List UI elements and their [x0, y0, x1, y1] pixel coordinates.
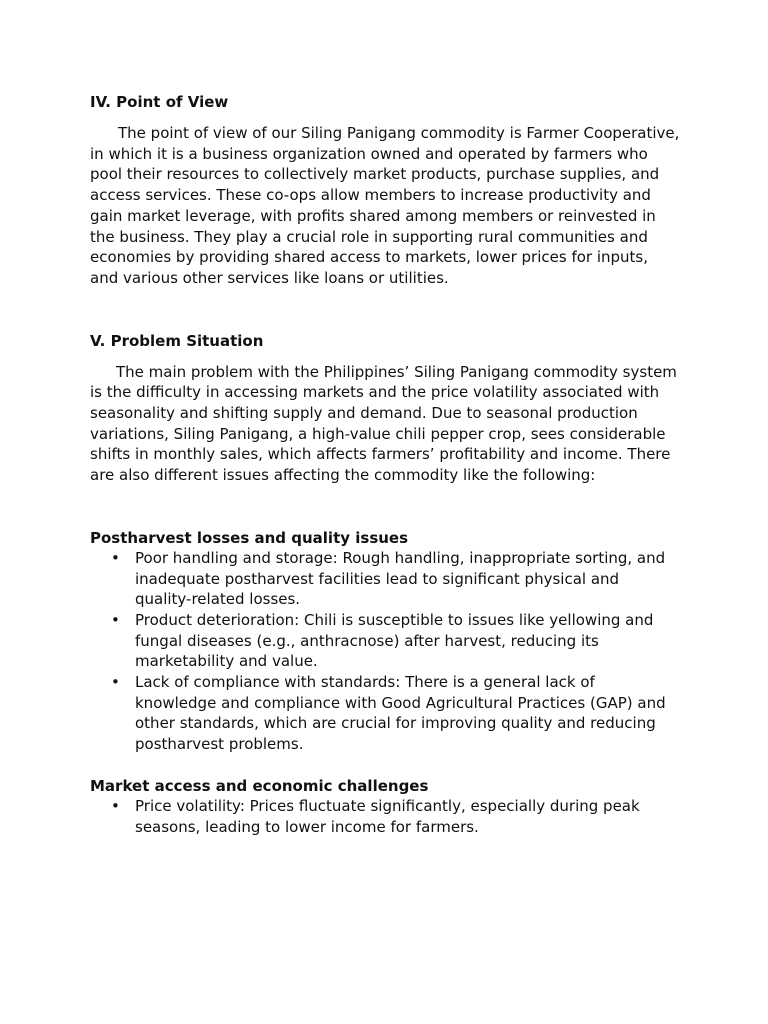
section-heading-point-of-view: IV. Point of View	[90, 93, 229, 111]
list-item	[90, 548, 680, 610]
point-of-view-paragraph: The point of view of our Siling Panigang commodity is Farmer Cooperative, in which it is a business organization owned and operated by farmers who pool their resources to collectively market products, purchase supplies, and access services. These co-ops allow members to increase productivity and gain market leverage, with profits shared among members or reinvested in the business. They play a crucial role in supporting rural communities and economies by providing shared access to markets, lower prices for inputs, and various other services like loans or utilities.	[90, 124, 680, 287]
bullet-icon: •	[111, 548, 120, 567]
subheading-postharvest-losses: Postharvest losses and quality issues	[90, 528, 409, 547]
bullet-icon: •	[111, 610, 120, 629]
postharvest-issues-list	[90, 548, 680, 755]
bullet-icon: •	[111, 673, 120, 692]
list-item-text: Price volatility: Prices fluctuate significantly, especially during peak seasons, leading to lower income for farmers.	[135, 796, 640, 836]
bullet-icon: •	[111, 796, 120, 815]
list-item	[90, 610, 680, 672]
list-item-text: Product deterioration: Chili is susceptible to issues like yellowing and fungal diseases (e.g., anthracnose) after harvest, reducing its marketability and value.	[135, 610, 654, 671]
market-issues-list	[90, 796, 680, 837]
section-heading-problem-situation: V. Problem Situation	[90, 331, 264, 350]
list-item-text: Poor handling and storage: Rough handling, inappropriate sorting, and inadequate postharvest facilities lead to significant physical and quality-related losses.	[135, 548, 666, 609]
subheading-market-access: Market access and economic challenges	[90, 776, 429, 795]
list-item-text: Lack of compliance with standards: There is a general lack of knowledge and compliance with Good Agricultural Practices (GAP) and other standards, which are crucial for improving quality and reducing postharvest problems.	[135, 673, 666, 754]
document-page	[90, 92, 680, 837]
list-item	[90, 796, 680, 837]
problem-situation-paragraph: The main problem with the Philippines’ Siling Panigang commodity system is the difficulty in accessing markets and the price volatility associated with seasonality and shifting supply and demand. Due to seasonal production variations, Siling Panigang, a high-value chili pepper crop, sees considerable shifts in monthly sales, which affects farmers’ profitability and income. There are also different issues affecting the commodity like the following:	[90, 362, 677, 485]
list-item	[90, 672, 680, 755]
